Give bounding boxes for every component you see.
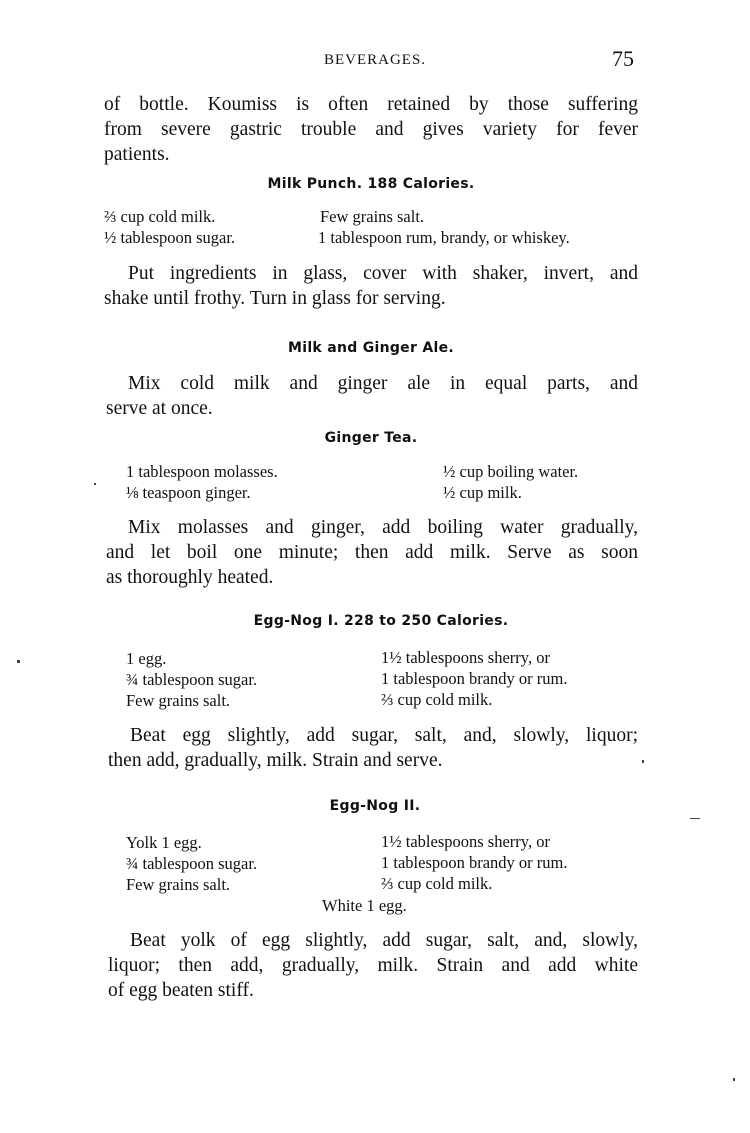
text-line: Beat yolk of egg slightly, add sugar, salt, and, slowly, bbox=[130, 930, 638, 951]
ingredient-item: 1 egg. bbox=[126, 649, 167, 668]
text-line: as thoroughly heated. bbox=[106, 567, 274, 588]
text-line: Beat egg slightly, add sugar, salt, and, slowly, liquor; bbox=[130, 725, 638, 746]
scan-speck bbox=[733, 1078, 735, 1081]
ingredient-item: Few grains salt. bbox=[126, 875, 231, 894]
scan-speck bbox=[94, 483, 96, 485]
text-line: serve at once. bbox=[106, 398, 213, 419]
ingredient-item: 1½ tablespoons sherry, or bbox=[381, 832, 550, 851]
method-ginger-tea bbox=[106, 515, 638, 590]
ingredient-item: Few grains salt. bbox=[320, 207, 425, 226]
method-egg-nog-i bbox=[108, 723, 638, 773]
ingredient-item: ¾ tablespoon sugar. bbox=[126, 670, 258, 689]
ingredient-item: 1 tablespoon molasses. bbox=[126, 462, 278, 481]
ingredient-item: 1 tablespoon brandy or rum. bbox=[381, 669, 568, 688]
running-header: BEVERAGES. bbox=[323, 52, 427, 68]
text-line: liquor; then add, gradually, milk. Strain and add white bbox=[108, 955, 638, 976]
ingredient-item: 1½ tablespoons sherry, or bbox=[381, 648, 550, 667]
method-milk-and-ginger-ale bbox=[106, 371, 638, 421]
method-milk-punch bbox=[104, 261, 638, 311]
text-line: of egg beaten stiff. bbox=[108, 980, 254, 1001]
recipe-heading-milk-and-ginger-ale: Milk and Ginger Ale. bbox=[287, 340, 455, 356]
ingredient-item: Few grains salt. bbox=[126, 691, 231, 710]
recipe-heading-milk-punch: Milk Punch. 188 Calories. bbox=[267, 176, 475, 192]
intro-paragraph bbox=[104, 92, 638, 167]
ingredient-item: ½ cup boiling water. bbox=[443, 462, 579, 481]
text-line: Mix cold milk and ginger ale in equal parts, and bbox=[128, 373, 638, 394]
scan-speck bbox=[642, 760, 644, 763]
ingredient-item: ⅛ teaspoon ginger. bbox=[126, 483, 251, 502]
scan-speck bbox=[17, 660, 20, 663]
ingredient-item: ½ cup milk. bbox=[443, 483, 522, 502]
ingredient-item: ¾ tablespoon sugar. bbox=[126, 854, 258, 873]
text-line: from severe gastric trouble and gives variety for fever bbox=[104, 119, 638, 140]
text-line: Mix molasses and ginger, add boiling water gradually, bbox=[128, 517, 638, 538]
ingredient-item: White 1 egg. bbox=[322, 896, 407, 915]
ingredient-item: ⅔ cup cold milk. bbox=[381, 874, 493, 893]
ingredient-item: ⅔ cup cold milk. bbox=[104, 207, 216, 226]
ingredient-item: 1 tablespoon brandy or rum. bbox=[381, 853, 568, 872]
text-line: and let boil one minute; then add milk. Serve as soon bbox=[106, 542, 638, 563]
ingredient-item: ⅔ cup cold milk. bbox=[381, 690, 493, 709]
method-egg-nog-ii bbox=[108, 928, 638, 1003]
recipe-heading-egg-nog-i: Egg-Nog I. 228 to 250 Calories. bbox=[253, 613, 509, 629]
scan-speck bbox=[690, 818, 700, 819]
recipe-heading-egg-nog-ii: Egg-Nog II. bbox=[329, 798, 421, 814]
text-line: of bottle. Koumiss is often retained by those suffering bbox=[104, 94, 638, 115]
text-line: Put ingredients in glass, cover with shaker, invert, and bbox=[128, 263, 638, 284]
text-line: then add, gradually, milk. Strain and serve. bbox=[108, 750, 443, 771]
ingredient-item: ½ tablespoon sugar. bbox=[104, 228, 236, 247]
page-number: 75 bbox=[612, 46, 634, 71]
text-line: shake until frothy. Turn in glass for serving. bbox=[104, 288, 446, 309]
recipe-heading-ginger-tea: Ginger Tea. bbox=[324, 430, 418, 446]
text-line: patients. bbox=[104, 144, 170, 165]
ingredient-item: Yolk 1 egg. bbox=[126, 833, 202, 852]
ingredient-item: 1 tablespoon rum, brandy, or whiskey. bbox=[318, 228, 570, 247]
